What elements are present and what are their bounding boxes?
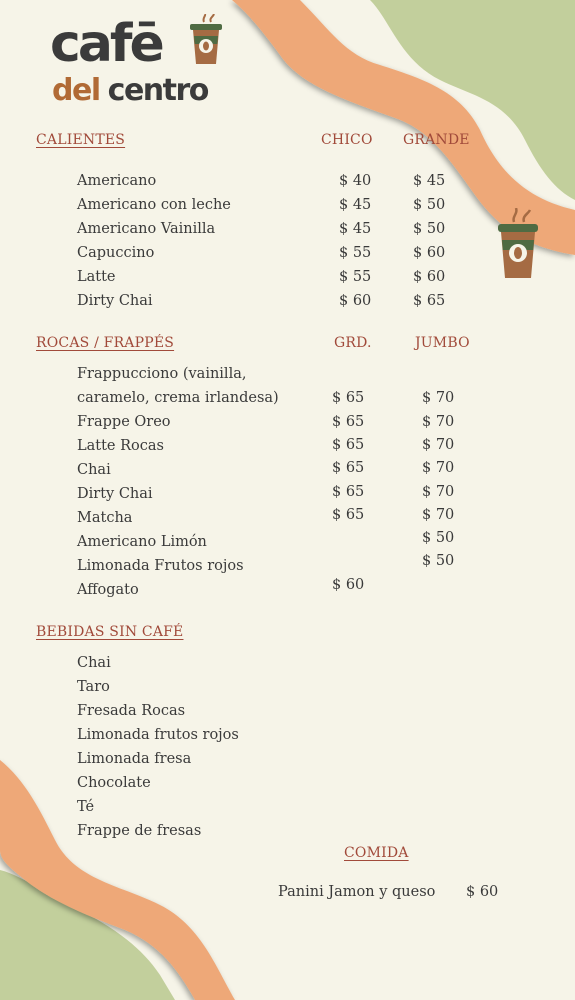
price-grd: $ 60 (332, 577, 365, 593)
section-title-bebidas-sin-cafe: BEBIDAS SIN CAFÉ (36, 624, 184, 640)
menu-item-name: Latte Rocas (77, 438, 164, 454)
menu-item-name: Dirty Chai (77, 486, 153, 502)
menu-item-name: Dirty Chai (77, 293, 153, 309)
price-chico: $ 60 (339, 293, 372, 309)
price-jumbo: $ 70 (422, 507, 455, 523)
menu-item-name: Limonada Frutos rojos (77, 558, 244, 574)
price-jumbo: $ 70 (422, 437, 455, 453)
price-chico: $ 45 (339, 197, 372, 213)
menu-item-name: Chocolate (77, 775, 151, 791)
menu-item-name: Limonada frutos rojos (77, 727, 239, 743)
menu-item-name: Americano Vainilla (77, 221, 216, 237)
price-jumbo: $ 70 (422, 414, 455, 430)
price-grd: $ 65 (332, 414, 365, 430)
price-grande: $ 60 (413, 269, 446, 285)
price-grande: $ 65 (413, 293, 446, 309)
price-chico: $ 45 (339, 221, 372, 237)
menu-item-name-continued: caramelo, crema irlandesa) (77, 390, 279, 406)
price-chico: $ 55 (339, 269, 372, 285)
section-title-rocas-frappes: ROCAS / FRAPPÉS (36, 335, 175, 351)
column-header-grd: GRD. (334, 335, 372, 351)
price-grd: $ 65 (332, 507, 365, 523)
menu-item-name: Americano Limón (77, 534, 207, 550)
section-title-comida: COMIDA (344, 845, 409, 861)
column-header-jumbo: JUMBO (415, 335, 470, 351)
coffee-cup-icon (494, 208, 542, 280)
logo-word-centro: centro (107, 73, 208, 108)
column-header-grande: GRANDE (403, 132, 470, 148)
price-chico: $ 55 (339, 245, 372, 261)
price-jumbo: $ 70 (422, 460, 455, 476)
menu-item-name: Frappe de fresas (77, 823, 202, 839)
menu-item-name: Americano con leche (77, 197, 231, 213)
price-comida: $ 60 (466, 884, 499, 900)
price-grande: $ 50 (413, 221, 446, 237)
price-jumbo: $ 50 (422, 530, 455, 546)
price-chico: $ 40 (339, 173, 372, 189)
menu-item-name: Panini Jamon y queso (278, 884, 436, 900)
price-grd: $ 65 (332, 484, 365, 500)
price-jumbo: $ 70 (422, 390, 455, 406)
menu-item-name: Americano (77, 173, 157, 189)
menu-item-name: Taro (77, 679, 110, 695)
price-grande: $ 50 (413, 197, 446, 213)
menu-item-name: Chai (77, 655, 111, 671)
section-title-calientes: CALIENTES (36, 132, 126, 148)
price-grande: $ 45 (413, 173, 446, 189)
price-grd: $ 65 (332, 437, 365, 453)
menu-item-name: Affogato (77, 582, 139, 598)
menu-item-name: Té (77, 799, 95, 815)
price-grd: $ 65 (332, 460, 365, 476)
menu-item-name: Latte (77, 269, 116, 285)
menu-item-name: Frappucciono (vainilla, (77, 366, 247, 382)
logo-word-del: del (52, 73, 100, 108)
logo-title-cafe: cafē (50, 14, 162, 74)
price-jumbo: $ 70 (422, 484, 455, 500)
logo-title-del-centro (52, 74, 208, 108)
price-grande: $ 60 (413, 245, 446, 261)
price-jumbo: $ 50 (422, 553, 455, 569)
menu-item-name: Matcha (77, 510, 133, 526)
price-grd: $ 65 (332, 390, 365, 406)
menu-item-name: Capuccino (77, 245, 155, 261)
menu-item-name: Limonada fresa (77, 751, 192, 767)
menu-item-name: Chai (77, 462, 111, 478)
menu-item-name: Fresada Rocas (77, 703, 186, 719)
column-header-chico: CHICO (321, 132, 373, 148)
coffee-cup-icon (186, 14, 226, 66)
menu-item-name: Frappe Oreo (77, 414, 171, 430)
